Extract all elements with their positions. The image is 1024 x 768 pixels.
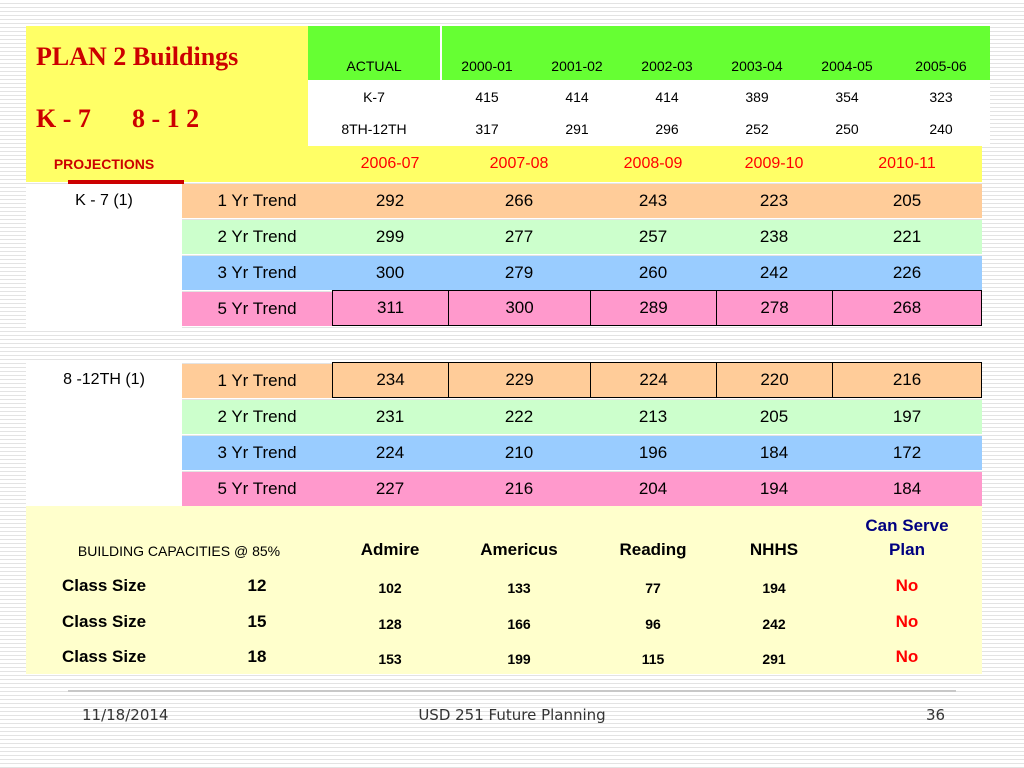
capacity-value: 166 <box>507 616 531 632</box>
actual-cell: 250 <box>835 121 859 137</box>
trend-value: 205 <box>832 184 982 218</box>
trend-value: 220 <box>716 362 833 398</box>
trend-value: 216 <box>448 472 590 506</box>
trend-value: 300 <box>448 290 591 326</box>
capacity-value: 194 <box>762 580 786 596</box>
capacity-header: Americus <box>480 540 558 559</box>
projection-year: 2008-09 <box>623 155 683 172</box>
trend-label: 1 Yr Trend <box>182 184 332 218</box>
trend-value: 224 <box>590 362 717 398</box>
actual-header-label: ACTUAL <box>346 58 402 74</box>
actual-cell: 240 <box>929 121 953 137</box>
actual-row-label: 8TH-12TH <box>341 121 407 137</box>
trend-value: 242 <box>716 256 832 290</box>
projection-year: 2006-07 <box>360 155 420 172</box>
actual-header-year: 2000-01 <box>461 58 513 74</box>
trend-value: 205 <box>716 400 832 434</box>
actual-cell: 252 <box>745 121 769 137</box>
capacity-value: 77 <box>645 580 661 596</box>
actual-cell: 415 <box>475 89 499 105</box>
actual-cell: 296 <box>655 121 679 137</box>
footer-divider <box>68 690 956 692</box>
capacity-value: 102 <box>378 580 402 596</box>
trend-label: 2 Yr Trend <box>182 400 332 434</box>
actual-cell: 317 <box>475 121 499 137</box>
class-size-label: Class Size <box>61 647 147 666</box>
trend-label: 5 Yr Trend <box>182 472 332 506</box>
trend-value: 266 <box>448 184 590 218</box>
actual-header-year: 2002-03 <box>641 58 693 74</box>
trend-value: 204 <box>590 472 716 506</box>
trend-value: 210 <box>448 436 590 470</box>
trend-value: 311 <box>332 290 449 326</box>
class-size-value: 15 <box>247 612 267 631</box>
actual-cell: 291 <box>565 121 589 137</box>
footer-date: 11/18/2014 <box>82 706 169 724</box>
page-number: 36 <box>926 706 946 724</box>
can-serve-value: No <box>895 576 919 595</box>
actual-cell: 414 <box>565 89 589 105</box>
class-size-value: 18 <box>247 647 267 666</box>
class-size-label: Class Size <box>61 576 147 595</box>
trend-value: 221 <box>832 220 982 254</box>
capacity-value: 242 <box>762 616 786 632</box>
trend-value: 216 <box>832 362 982 398</box>
actual-header-year: 2005-06 <box>915 58 967 74</box>
trend-value: 289 <box>590 290 717 326</box>
projection-year: 2009-10 <box>744 155 804 172</box>
trend-value: 243 <box>590 184 716 218</box>
actual-header-year: 2004-05 <box>821 58 873 74</box>
trend-label: 1 Yr Trend <box>182 364 332 398</box>
capacity-value: 153 <box>378 651 402 667</box>
trend-value: 194 <box>716 472 832 506</box>
trend-value: 226 <box>832 256 982 290</box>
trend-value: 184 <box>832 472 982 506</box>
capacity-title: BUILDING CAPACITIES @ 85% <box>77 543 281 559</box>
trend-label: 3 Yr Trend <box>182 436 332 470</box>
can-serve-value: No <box>895 647 919 666</box>
trend-value: 172 <box>832 436 982 470</box>
trend-label: 2 Yr Trend <box>182 220 332 254</box>
capacity-header: NHHS <box>749 540 799 559</box>
trend-value: 197 <box>832 400 982 434</box>
class-size-label: Class Size <box>61 612 147 631</box>
can-serve-header-line2: Plan <box>889 540 925 559</box>
actual-header-year: 2003-04 <box>731 58 783 74</box>
trend-value: 184 <box>716 436 832 470</box>
slide-title-line1: PLAN 2 Buildings <box>36 42 239 71</box>
trend-value: 260 <box>590 256 716 290</box>
trend-value: 257 <box>590 220 716 254</box>
trend-value: 224 <box>332 436 448 470</box>
trend-value: 234 <box>332 362 449 398</box>
trend-label: 3 Yr Trend <box>182 256 332 290</box>
slide-title-k7: K - 7 <box>36 104 91 133</box>
trend-value: 279 <box>448 256 590 290</box>
actual-row-label: K-7 <box>363 89 385 105</box>
trend-value: 213 <box>590 400 716 434</box>
trend-value: 278 <box>716 290 833 326</box>
capacity-value: 128 <box>378 616 402 632</box>
trend-value: 238 <box>716 220 832 254</box>
group-label-812: 8 -12TH (1) <box>63 371 145 388</box>
trend-value: 231 <box>332 400 448 434</box>
capacity-value: 115 <box>641 651 665 667</box>
capacity-header: Reading <box>619 540 687 559</box>
trend-value: 292 <box>332 184 448 218</box>
actual-cell: 389 <box>745 89 769 105</box>
projection-year: 2007-08 <box>489 155 549 172</box>
can-serve-value: No <box>895 612 919 631</box>
can-serve-header-line1: Can Serve <box>865 516 949 535</box>
actual-cell: 323 <box>929 89 953 105</box>
trend-value: 277 <box>448 220 590 254</box>
capacity-value: 199 <box>507 651 531 667</box>
footer-title: USD 251 Future Planning <box>418 706 606 724</box>
projections-label: PROJECTIONS <box>53 156 155 172</box>
trend-value: 222 <box>448 400 590 434</box>
trend-value: 227 <box>332 472 448 506</box>
trend-value: 229 <box>448 362 591 398</box>
capacity-value: 133 <box>507 580 531 596</box>
trend-value: 268 <box>832 290 982 326</box>
trend-value: 223 <box>716 184 832 218</box>
actual-cell: 414 <box>655 89 679 105</box>
class-size-value: 12 <box>247 576 267 595</box>
projection-year: 2010-11 <box>878 155 936 172</box>
actual-header-year: 2001-02 <box>551 58 603 74</box>
trend-value: 300 <box>332 256 448 290</box>
capacity-value: 291 <box>762 651 786 667</box>
trend-label: 5 Yr Trend <box>182 292 332 326</box>
group-label-k7: K - 7 (1) <box>75 192 133 209</box>
capacity-value: 96 <box>645 616 661 632</box>
trend-value: 196 <box>590 436 716 470</box>
trend-value: 299 <box>332 220 448 254</box>
slide-title-812: 8 - 1 2 <box>132 104 200 133</box>
capacity-header: Admire <box>360 540 420 559</box>
actual-cell: 354 <box>835 89 859 105</box>
